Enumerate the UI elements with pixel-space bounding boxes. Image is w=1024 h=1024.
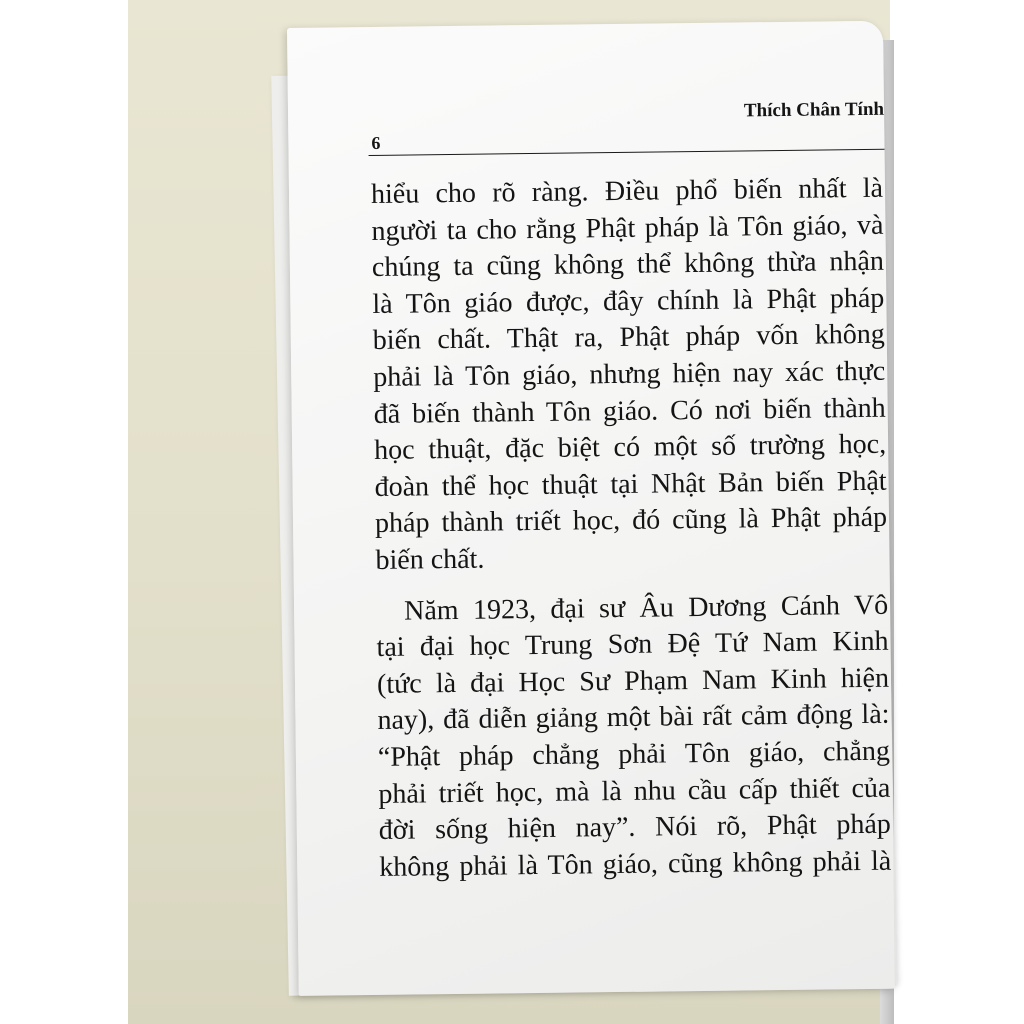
header-rule (369, 149, 885, 156)
text-line: hiểu cho rõ ràng. Điều phổ biến nhất là (370, 172, 884, 210)
paragraph (371, 171, 888, 580)
book-page (287, 21, 895, 996)
text-line: học thuật, đặc biệt có một số trường học, (373, 428, 887, 467)
text-line: pháp thành triết học, đó cũng là Phật pháp (374, 502, 888, 540)
text-line: biến chất. (375, 543, 485, 576)
text-line: nay), đã diễn giảng một bài rất cảm động là: (377, 699, 890, 737)
text-line: phải triết học, mà là nhu cầu cấp thiết của (378, 772, 891, 810)
background-left (0, 0, 128, 1024)
text-line: phải là Tôn giáo, nhưng hiện nay xác thực (373, 355, 886, 393)
text-line: đoàn thể học thuật tại Nhật Bản biến Phật (374, 465, 887, 503)
body-text (371, 171, 892, 886)
text-line: người ta cho rằng Phật pháp là Tôn giáo, và (371, 209, 884, 247)
text-line: tại đại học Trung Sơn Đệ Tứ Nam Kinh (376, 625, 889, 664)
text-line: Năm 1923, đại sư Âu Dương Cánh Vô (403, 589, 889, 627)
text-line: (tức là đại Học Sư Phạm Nam Kinh hiện (376, 662, 890, 700)
page-number: 6 (371, 132, 381, 153)
background-right (890, 0, 1024, 1024)
text-line: đời sống hiện nay”. Nói rõ, Phật pháp (378, 808, 891, 847)
text-line: “Phật pháp chẳng phải Tôn giáo, chẳng (377, 735, 891, 773)
text-line: đã biến thành Tôn giáo. Có nơi biến thành (373, 392, 886, 430)
running-header-title: Thích Chân Tính (743, 98, 885, 122)
text-line: không phải là Tôn giáo, cũng không phải là (379, 845, 892, 883)
paragraph (376, 587, 892, 886)
text-line: chúng ta cũng không thể không thừa nhận (371, 245, 885, 284)
text-line: biến chất. Thật ra, Phật pháp vốn không (372, 319, 885, 357)
text-line: là Tôn giáo được, đây chính là Phật pháp (372, 282, 885, 320)
